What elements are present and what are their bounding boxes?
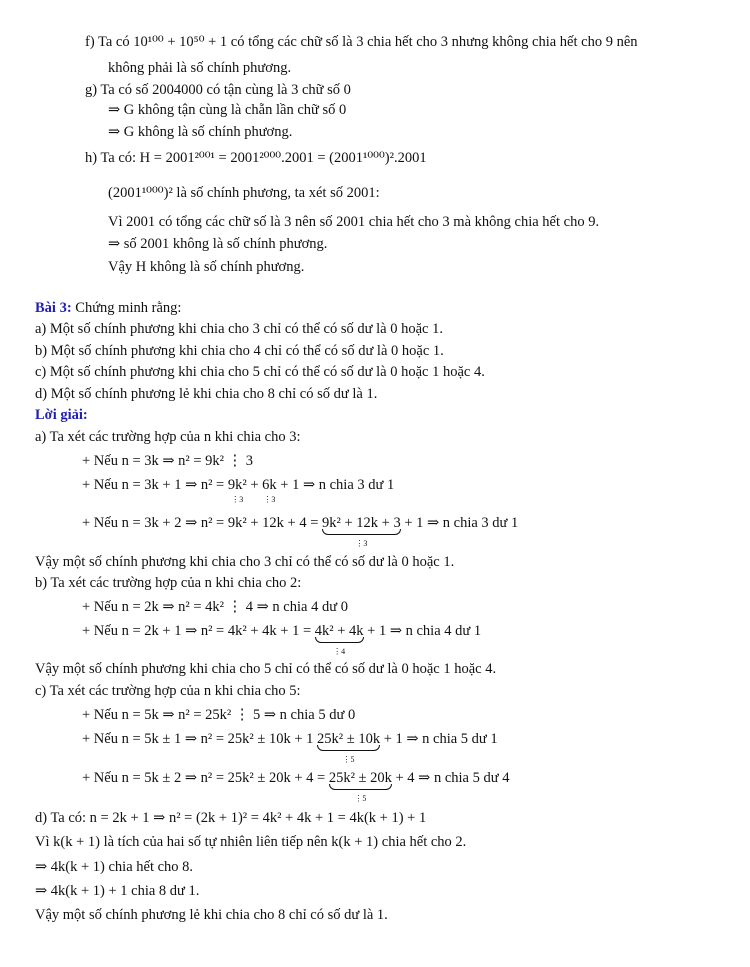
b2-underbrace: [314, 622, 364, 656]
line-h5: Vậy H không là số chính phương.: [108, 259, 305, 275]
line-h2: (2001¹⁰⁰⁰)² là số chính phương, ta xét số 2001:: [108, 185, 380, 201]
a2-term1-text: 9k²: [227, 477, 247, 493]
line-b1: + Nếu n = 2k ⇒ n² = 4k² ⋮ 4 ⇒ n chia 4 dư 0: [82, 599, 348, 615]
line-f1: f) Ta có 10¹⁰⁰ + 10⁵⁰ + 1 có tổng các chữ số là 3 chia hết cho 3 nhưng không chia hết cho 9 nên: [85, 34, 638, 50]
line-h3: Vì 2001 có tổng các chữ số là 3 nên số 2001 chia hết cho 3 mà không chia hết cho 9.: [108, 214, 600, 230]
question-b: b) Một số chính phương khi chia cho 4 chỉ có thể có số dư là 0 hoặc 1.: [35, 343, 444, 359]
line-a4: Vậy một số chính phương khi chia cho 3 chỉ có thể có số dư là 0 hoặc 1.: [35, 554, 455, 570]
line-c2: [82, 730, 498, 764]
line-d2: Vì k(k + 1) là tích của hai số tự nhiên liên tiếp nên k(k + 1) chia hết cho 2.: [35, 834, 467, 850]
c2-brace-text: 25k² ± 10k: [317, 731, 381, 747]
line-c1: + Nếu n = 5k ⇒ n² = 25k² ⋮ 5 ⇒ n chia 5 dư 0: [82, 707, 356, 723]
exercise-3-label: Bài 3:: [35, 300, 72, 316]
line-d1: d) Ta có: n = 2k + 1 ⇒ n² = (2k + 1)² = 4k² + 4k + 1 = 4k(k + 1) + 1: [35, 810, 427, 826]
line-g1: g) Ta có số 2004000 có tận cùng là 3 chữ số 0: [85, 82, 351, 98]
a2-suffix: + 1 ⇒ n chia 3 dư 1: [276, 477, 395, 493]
c3-brace-mark: ⋮5: [354, 794, 367, 803]
a2-mid: +: [246, 477, 263, 493]
line-a2: [82, 476, 395, 504]
question-a: a) Một số chính phương khi chia cho 3 chỉ có thể có số dư là 0 hoặc 1.: [35, 321, 443, 337]
exercise-3-text: Chứng minh rằng:: [71, 300, 182, 316]
line-g3: ⇒ G không là số chính phương.: [108, 124, 293, 140]
line-a1: + Nếu n = 3k ⇒ n² = 9k² ⋮ 3: [82, 453, 254, 469]
line-a0: a) Ta xét các trường hợp của n khi chia cho 3:: [35, 429, 301, 445]
line-h4: ⇒ số 2001 không là số chính phương.: [108, 236, 328, 252]
b2-brace-text: 4k² + 4k: [314, 623, 364, 639]
b2-suffix: + 1 ⇒ n chia 4 dư 1: [363, 623, 482, 639]
line-d5: Vậy một số chính phương lẻ khi chia cho 8 chỉ có số dư là 1.: [35, 907, 388, 923]
a2-prefix: + Nếu n = 3k + 1 ⇒ n² =: [82, 477, 228, 493]
a3-brace-text: 9k² + 12k + 3: [322, 515, 401, 531]
c3-prefix: + Nếu n = 5k ± 2 ⇒ n² = 25k² ± 20k + 4 =: [82, 770, 329, 786]
line-a3: [82, 514, 519, 548]
exercise-3-heading: [35, 299, 181, 317]
c3-underbrace: [328, 769, 392, 803]
line-b2: [82, 622, 482, 656]
a2-term1: [227, 476, 247, 504]
line-c0: c) Ta xét các trường hợp của n khi chia cho 5:: [35, 683, 301, 699]
question-d: d) Một số chính phương lẻ khi chia cho 8 chỉ có số dư là 1.: [35, 386, 378, 402]
a3-underbrace: [322, 514, 401, 548]
b2-brace-mark: ⋮4: [333, 647, 346, 656]
a2-term2-mark: ⋮3: [263, 495, 276, 504]
line-b3: Vậy một số chính phương khi chia cho 5 chỉ có thể có số dư là 0 hoặc 1 hoặc 4.: [35, 661, 497, 677]
line-b0: b) Ta xét các trường hợp của n khi chia cho 2:: [35, 575, 302, 591]
b2-prefix: + Nếu n = 2k + 1 ⇒ n² = 4k² + 4k + 1 =: [82, 623, 315, 639]
c3-brace-text: 25k² ± 20k: [328, 770, 392, 786]
line-c3: [82, 769, 510, 803]
a2-term2-text: 6k: [262, 477, 277, 493]
c2-brace-mark: ⋮5: [342, 755, 355, 764]
line-d3: ⇒ 4k(k + 1) chia hết cho 8.: [35, 859, 194, 875]
solution-heading: Lời giải:: [35, 407, 88, 423]
a2-term1-mark: ⋮3: [231, 495, 244, 504]
a3-suffix: + 1 ⇒ n chia 3 dư 1: [400, 515, 519, 531]
a3-prefix: + Nếu n = 3k + 2 ⇒ n² = 9k² + 12k + 4 =: [82, 515, 322, 531]
line-h1: h) Ta có: H = 2001²⁰⁰¹ = 2001²⁰⁰⁰.2001 = (2001¹⁰⁰⁰)².2001: [85, 150, 427, 166]
line-g2: ⇒ G không tận cùng là chẵn lần chữ số 0: [108, 102, 347, 118]
question-c: c) Một số chính phương khi chia cho 5 chỉ có thể có số dư là 0 hoặc 1 hoặc 4.: [35, 364, 485, 380]
a2-term2: [262, 476, 277, 504]
line-f2: không phải là số chính phương.: [108, 60, 292, 76]
c3-suffix: + 4 ⇒ n chia 5 dư 4: [391, 770, 510, 786]
c2-underbrace: [317, 730, 381, 764]
line-d4: ⇒ 4k(k + 1) + 1 chia 8 dư 1.: [35, 883, 200, 899]
c2-prefix: + Nếu n = 5k ± 1 ⇒ n² = 25k² ± 10k + 1: [82, 731, 318, 747]
a3-brace-mark: ⋮3: [355, 539, 368, 548]
c2-suffix: + 1 ⇒ n chia 5 dư 1: [380, 731, 498, 747]
